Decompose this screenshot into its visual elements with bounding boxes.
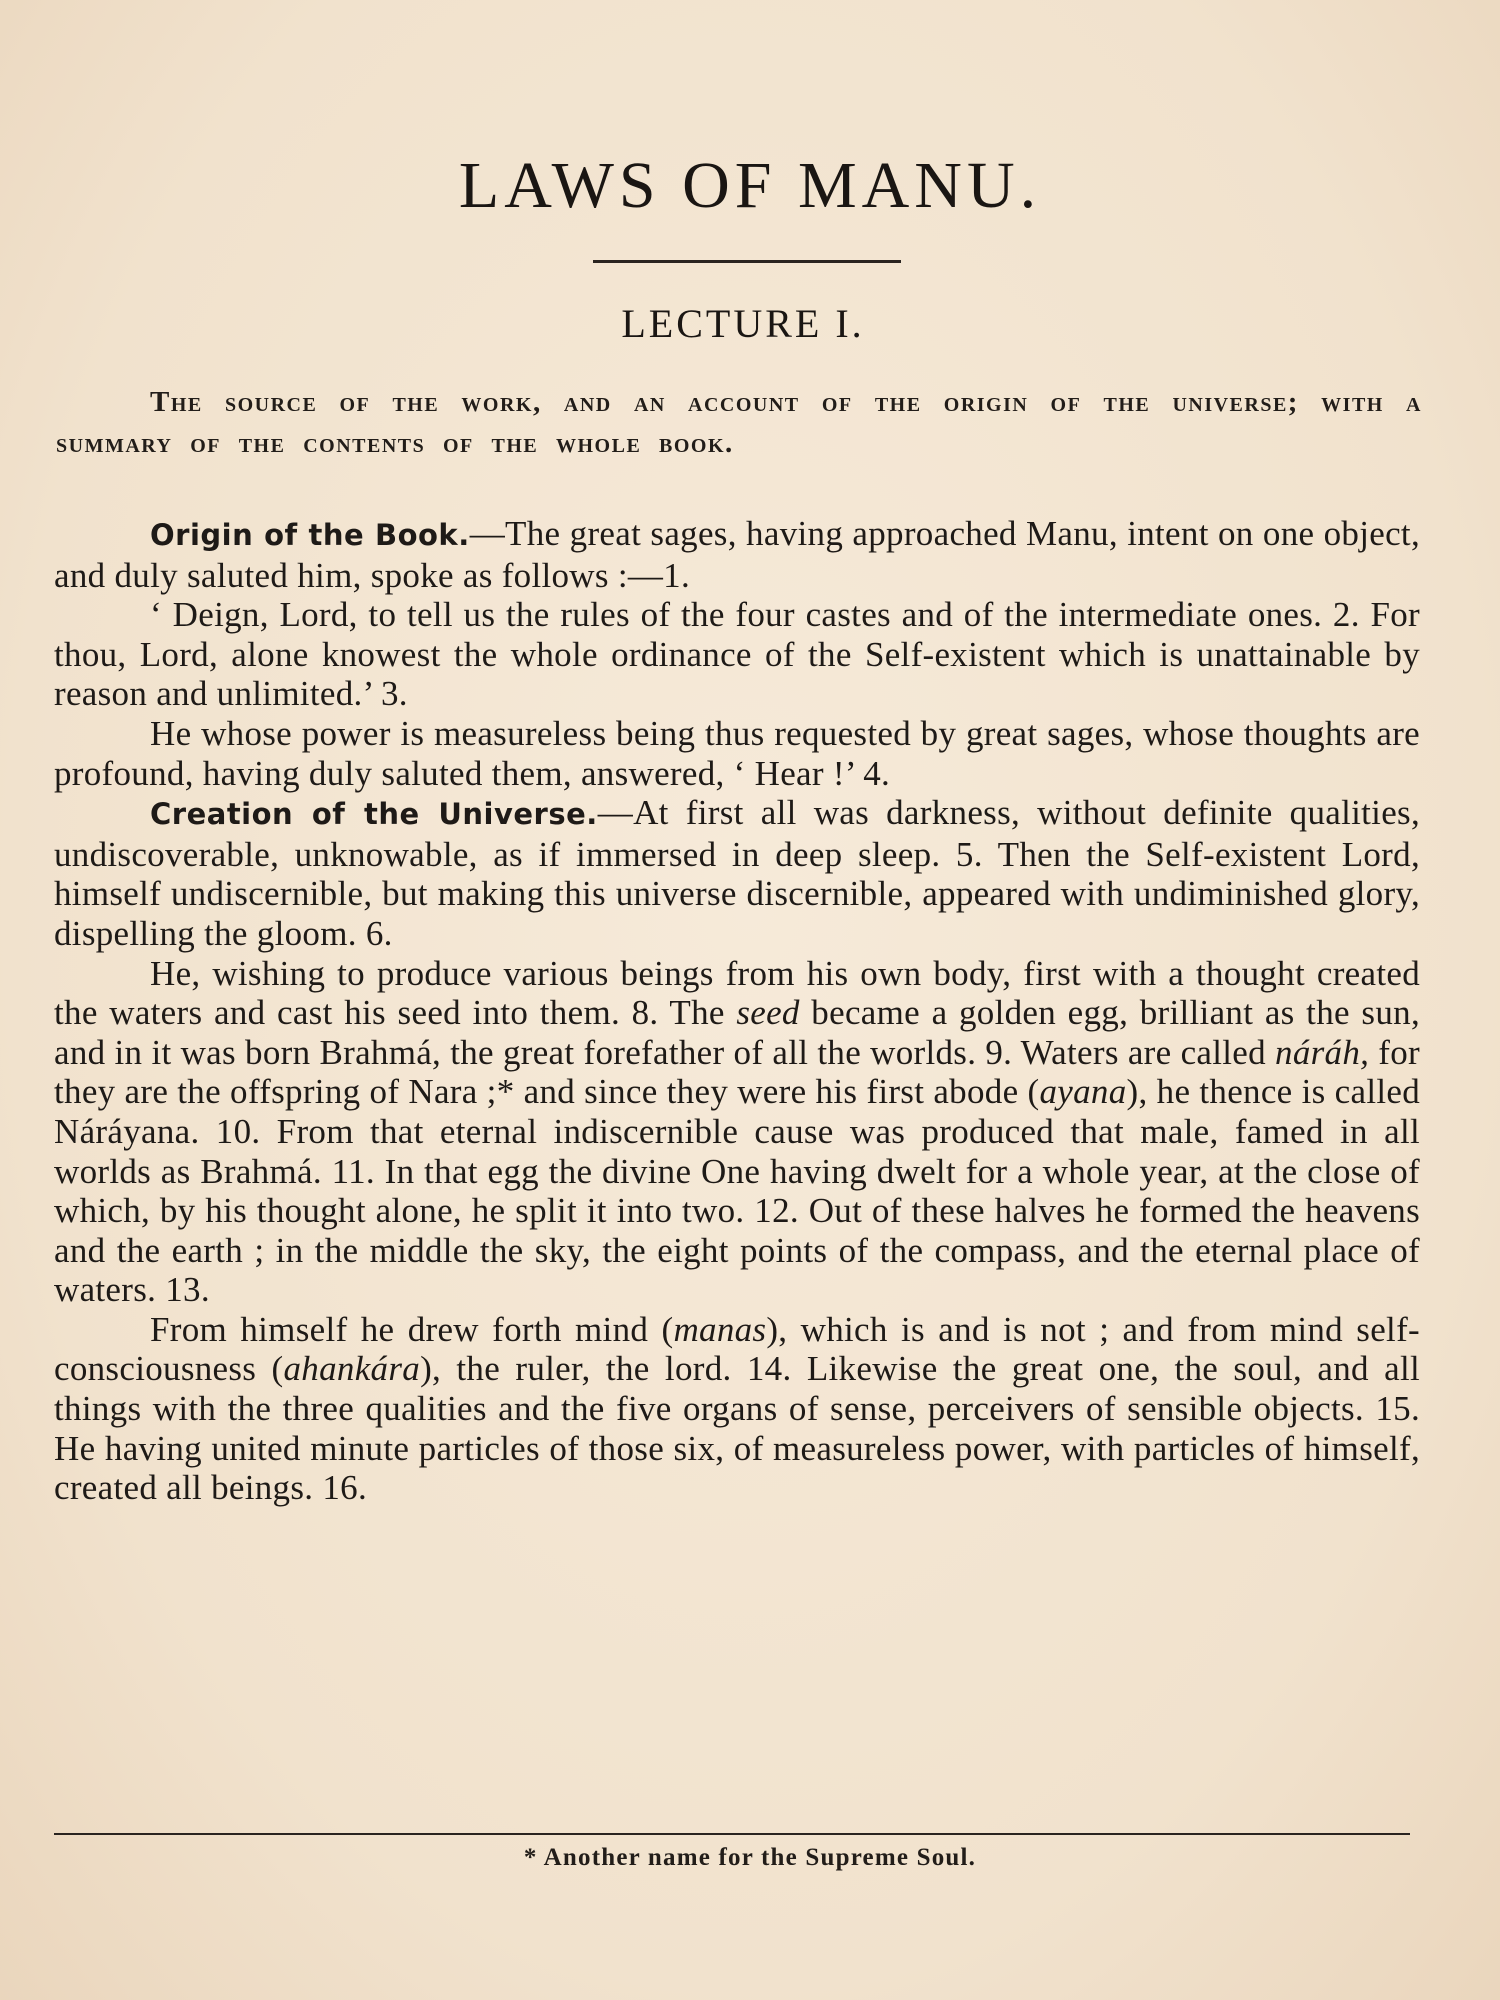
paragraph-text: ), which is and is not ; and from mind self-consciousness ( (54, 1309, 1420, 1389)
paragraph-answer (54, 714, 1420, 793)
italic-term: náráh, (1275, 1032, 1370, 1072)
paragraph-origin (54, 514, 1420, 595)
paragraph-text: —The great sages, having approached Manu, intent on one object, and duly saluted him, spoke as follows :—1. (54, 514, 1421, 595)
footnote-divider (54, 1833, 1410, 1835)
paragraph-mind (54, 1310, 1420, 1508)
paragraph-text: ‘ Deign, Lord, to tell us the rules of the four castes and of the intermediate ones. 2. For thou, Lord, alone knowest the whole ordinance of the Self-existent which is unattainable by reason and unlimited.’ 3. (54, 595, 1420, 714)
italic-term: seed (736, 993, 800, 1033)
italic-term: manas (673, 1309, 767, 1349)
paragraph-creation (54, 793, 1420, 953)
paragraph-sages-request (54, 595, 1420, 714)
paragraph-text: ), the ruler, the lord. 14. Likewise the great one, the soul, and all things with the three qualities and the five organs of sense, perceivers of sensible objects. 15. He having united minute particles of those six, of measureless power, with particles of himself, created all beings. 16. (54, 1349, 1421, 1508)
lecture-heading: LECTURE I. (621, 301, 865, 346)
paragraph-text: He, wishing to produce various beings from his own body, first with a thought created the waters and cast his seed into them. 8. The (54, 953, 1420, 1033)
title-divider (593, 260, 901, 263)
italic-term: ayana (1039, 1072, 1127, 1112)
italic-term: ahankára (283, 1349, 421, 1389)
section-heading-origin: Origin of the Book. (150, 518, 470, 552)
paragraph-text: From himself he drew forth mind ( (150, 1309, 674, 1349)
page-title: LAWS OF MANU. (458, 149, 1042, 222)
footnote: * Another name for the Supreme Soul. (523, 1844, 977, 1871)
paragraph-golden-egg (54, 954, 1420, 1310)
chapter-summary: The source of the work, and an account of the origin of the universe; with a summary of the contents of the whole book. (56, 386, 1422, 459)
paragraph-text: for they are the offspring of Nara ;* and since they were his first abode ( (54, 1032, 1420, 1112)
section-heading-creation: Creation of the Universe. (150, 797, 598, 832)
paragraph-text: ), he thence is called Náráyana. 10. From that eternal indiscernible cause was produced that male, famed in all worlds as Brahmá. 11. In that egg the divine One having dwelt for a whole year, at the close of which, by his thought alone, he split it into two. 12. Out of these halves he formed the heavens and the earth ; in the middle the sky, the eight points of the compass, and the eternal place of waters. 13. (54, 1072, 1421, 1310)
paragraph-text: He whose power is measureless being thus requested by great sages, whose thoughts are profound, having duly saluted them, answered, ‘ Hear !’ 4. (54, 713, 1420, 793)
paragraph-text: became a golden egg, brilliant as the sun, and in it was born Brahmá, the great forefather of all the worlds. 9. Waters are called (54, 993, 1420, 1072)
paragraph-text: —At first all was darkness, without definite qualities, undiscoverable, unknowable, as if immersed in deep sleep. 5. Then the Self-existent Lord, himself undiscernible, but making this universe discernible, appeared with undiminished glory, dispelling the gloom. 6. (54, 793, 1420, 953)
body-text (54, 514, 1420, 1508)
